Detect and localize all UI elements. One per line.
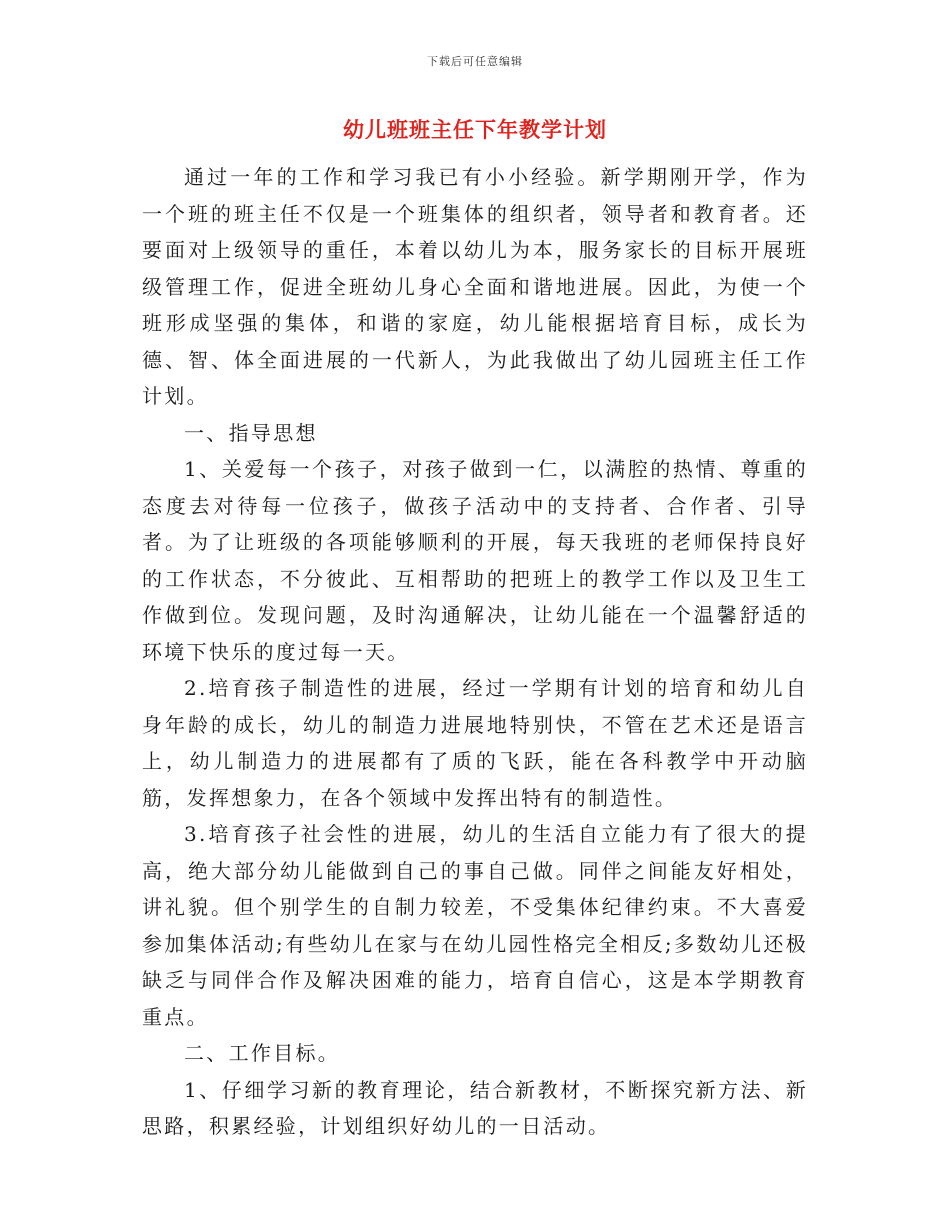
document-body <box>142 159 808 1145</box>
body-paragraph: 3.培育孩子社会性的进展，幼儿的生活自立能力有了很大的提高，绝大部分幼儿能做到自己的事自己做。同伴之间能友好相处，讲礼貌。但个别学生的自制力较差，不受集体纪律约束。不大喜爱参加集体活动;有些幼儿在家与在幼儿园性格完全相反;多数幼儿还极缺乏与同伴合作及解决困难的能力，培育自信心，这是本学期教育重点。 <box>142 822 808 1029</box>
section-heading-guiding-ideas: 一、指导思想 <box>184 420 318 445</box>
header-note: 下载后可任意编辑 <box>427 55 523 68</box>
body-paragraph: 1、仔细学习新的教育理论，结合新教材，不断探究新方法、新思路，积累经验，计划组织好幼儿的一日活动。 <box>142 1077 808 1138</box>
document-title: 幼儿班班主任下年教学计划 <box>343 117 607 142</box>
body-paragraph: 1、关爱每一个孩子，对孩子做到一仁，以满腔的热情、尊重的态度去对待每一位孩子，做孩子活动中的支持者、合作者、引导者。为了让班级的各项能够顺利的开展，每天我班的老师保持良好的工作状态，不分彼此、互相帮助的把班上的教学工作以及卫生工作做到位。发现问题，及时沟通解决，让幼儿能在一个温馨舒适的环境下快乐的度过每一天。 <box>142 457 808 664</box>
intro-paragraph: 通过一年的工作和学习我已有小小经验。新学期刚开学，作为一个班的班主任不仅是一个班集体的组织者，领导者和教育者。还要面对上级领导的重任，本着以幼儿为本，服务家长的目标开展班级管理工作，促进全班幼儿身心全面和谐地进展。因此，为使一个班形成坚强的集体，和谐的家庭，幼儿能根据培育目标，成长为德、智、体全面进展的一代新人，为此我做出了幼儿园班主任工作计划。 <box>142 165 808 408</box>
body-paragraph: 2.培育孩子制造性的进展，经过一学期有计划的培育和幼儿自身年龄的成长，幼儿的制造力进展地特别快，不管在艺术还是语言上，幼儿制造力的进展都有了质的飞跃，能在各科教学中开动脑筋，发挥想象力，在各个领域中发挥出特有的制造性。 <box>142 676 808 810</box>
section-heading-work-goals: 二、工作目标。 <box>184 1041 341 1065</box>
